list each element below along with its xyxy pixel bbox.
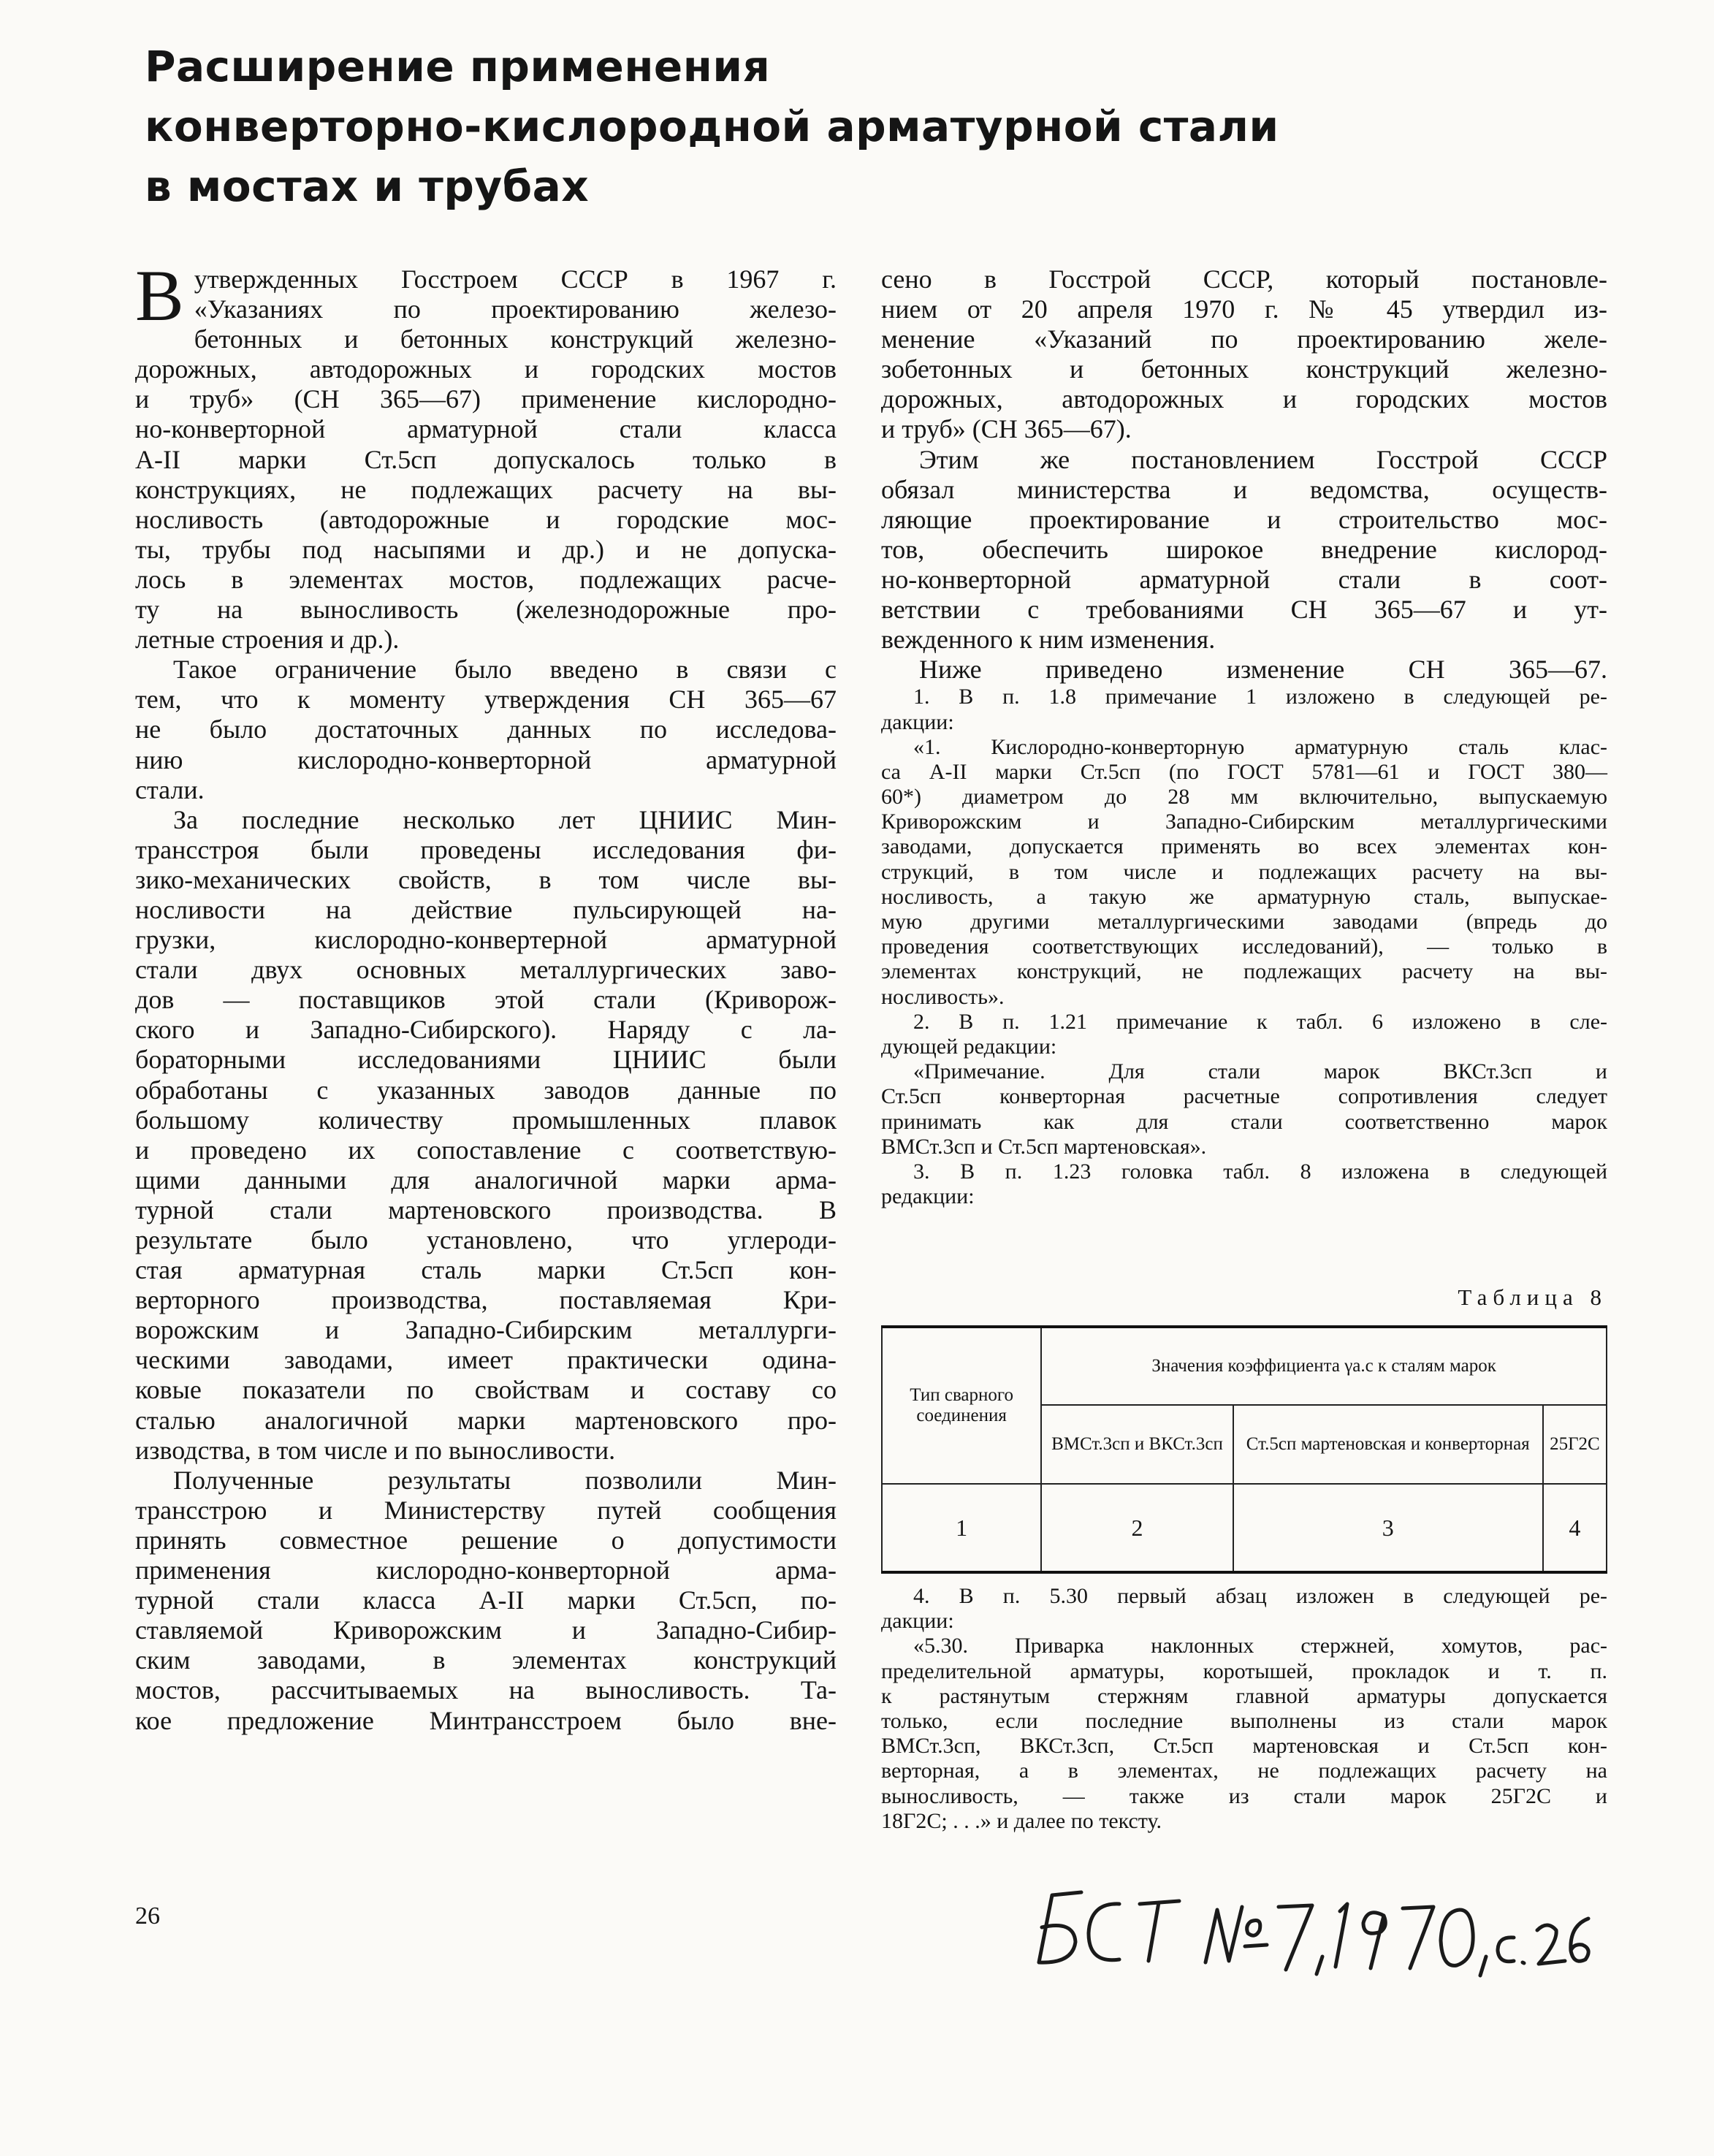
text-line: стали двух основных металлургических заво- [135,955,837,985]
text-line: Такое ограничение было введено в связи с [173,655,837,685]
table-8 [881,1325,1607,1574]
amendment-line: 3. В п. 1.23 головка табл. 8 изложена в следующей [913,1159,1607,1184]
amendment-line: редакции: [881,1184,975,1209]
text-line: ческими заводами, имеет практически одина- [135,1345,837,1375]
amendment-line: проведения соответствующих исследований), — только в [881,934,1607,959]
text-line: обязал министерства и ведомства, осуществ- [881,474,1607,504]
amendment-line: заводами, допускается применять во всех элементах кон- [881,834,1607,859]
text-line: стали. [135,774,205,804]
text-line: Полученные результаты позволили Мин- [173,1465,837,1495]
amendment-line: носливость, а такую же арматурную сталь, выпускае- [881,884,1607,909]
text-line: верторного производства, поставляемая Кри- [135,1285,837,1315]
text-line: турной стали мартеновского производства. В [135,1195,837,1224]
table-cell: 3 [1233,1484,1543,1572]
text-line: Ниже приведено изменение СН 365—67. [919,655,1607,685]
table-header-coefficient: Значения коэффициента γа.с к сталям марок [1041,1327,1607,1405]
text-line: но-конверторной арматурной стали в соот- [881,564,1607,594]
amendment-line: носливость». [881,984,1005,1009]
text-line: большому количеству промышленных плавок [135,1105,837,1135]
amendment-line: ВМСт.3сп, ВКСт.3сп, Ст.5сп мартеновская и Ст.5сп кон- [881,1734,1607,1759]
text-line: дорожных, автодорожных и городских мостов [881,384,1607,414]
amendment-line: ВМСт.3сп и Ст.5сп мартеновская». [881,1134,1207,1159]
article-title [145,37,1314,216]
text-line: и труб» (СН 365—67) применение кислородно- [135,384,837,414]
text-line: ляющие проектирование и строительство мос- [881,504,1607,534]
amendment-line: верторная, а в элементах, не подлежащих расчету на [881,1759,1607,1783]
text-line: менение «Указаний по проектированию желе- [881,324,1607,354]
table-header-joint-type: Тип сварного соединения [882,1327,1041,1484]
text-line: не было достаточных данных по исследова- [135,715,837,744]
amendment-line: пределительной арматуры, коротышей, прокладок и т. п. [881,1658,1607,1683]
text-line: трансстрою и Министерству путей сообщения [135,1495,837,1525]
handwritten-note [1010,1875,1594,1984]
text-line: лось в элементах мостов, подлежащих расче- [135,564,837,594]
text-line: ворожским и Западно-Сибирским металлурги- [135,1315,837,1345]
amendment-line: «1. Кислородно-конверторную арматурную сталь клас- [913,734,1607,759]
text-line: и труб» (СН 365—67). [881,414,1132,444]
text-line: но-конверторной арматурной стали класса [135,414,837,444]
paragraph-4 [135,1466,837,1736]
amendment-line: 2. В п. 1.21 примечание к табл. 6 изложено в сле- [913,1009,1607,1034]
text-line: ветствии с требованиями СН 365—67 и ут- [881,595,1607,625]
text-line: и проведено их сопоставление с соответствую- [135,1135,837,1165]
paragraph-6 [881,445,1607,655]
amendment-line: дакции: [881,1609,954,1634]
amendment-line: са А-II марки Ст.5сп (по ГОСТ 5781—61 и ГОСТ 380— [881,759,1607,784]
text-line: ским заводами, в элементах конструкций [135,1645,837,1675]
text-line: конструкциях, не подлежащих расчету на вы- [135,474,837,504]
text-line: сено в Госстрой СССР, который постановле- [881,264,1607,294]
text-line: стая арматурная сталь марки Ст.5сп кон- [135,1255,837,1285]
text-line: изводства, в том числе и по выносливости. [135,1435,616,1465]
right-column [881,264,1607,1209]
text-line: вежденного к ним изменения. [881,625,1216,655]
text-line: применения кислородно-конверторной арма- [135,1555,837,1585]
table-cell: 4 [1543,1484,1607,1572]
paragraph-5 [881,264,1607,445]
drop-cap: В [135,255,184,336]
left-column [135,255,837,1736]
text-line: А-II марки Ст.5сп допускалось только в [135,444,837,474]
text-line: зико-механических свойств, в том числе вы- [135,864,837,894]
text-line: носливости на действие пульсирующей на- [135,894,837,924]
table-subheader: ВМСт.3сп и ВКСт.3сп [1041,1405,1233,1484]
text-line: ты, трубы под насыпями и др.) и не допуска- [135,534,837,564]
amendment-line: 18Г2С; . . .» и далее по тексту. [881,1808,1162,1833]
paragraph-2 [135,655,837,804]
text-line: нием от 20 апреля 1970 г. № 45 утвердил из- [881,294,1607,324]
text-line: тем, что к моменту утверждения СН 365—67 [135,685,837,715]
text-line: утвержденных Госстроем СССР в 1967 г. [194,264,837,294]
text-line: мостов, рассчитываемых на выносливость. Та- [135,1675,837,1705]
amendment-line: струкций, в том числе и подлежащих расчету на вы- [881,859,1607,884]
title-line: конверторно-кислородной арматурной стали [145,102,1279,151]
amendment-line: элементах конструкций, не подлежащих расчету на вы- [881,959,1607,984]
text-line: дорожных, автодорожных и городских мостов [135,354,837,384]
amendment-line: «5.30. Приварка наклонных стержней, хомутов, рас- [913,1634,1607,1658]
text-line: кое предложение Минтрансстроем было вне- [135,1705,837,1735]
text-line: тов, обеспечить широкое внедрение кислород- [881,534,1607,564]
text-line: дов — поставщиков этой стали (Криворож- [135,985,837,1015]
text-line: результате было установлено, что углероди- [135,1225,837,1254]
text-line: бетонных и бетонных конструкций железно- [194,324,837,354]
amendment-line: Ст.5сп конверторная расчетные сопротивления следует [881,1084,1607,1109]
amendment-line: дующей редакции: [881,1034,1057,1059]
amendment-line: Криворожским и Западно-Сибирским металлургическими [881,810,1607,834]
amendment-line: «Примечание. Для стали марок ВКСт.3сп и [913,1059,1607,1084]
amendment-line: принимать как для стали соответственно марок [881,1109,1607,1134]
amendment-line: дакции: [881,709,954,734]
text-line: За последние несколько лет ЦНИИС Мин- [173,804,837,834]
text-line: трансстроя были проведены исследования фи- [135,834,837,864]
paragraph-3 [135,805,837,1466]
text-line: принять совместное решение о допустимости [135,1525,837,1555]
amendment-4 [881,1584,1607,1834]
table-cell: 1 [882,1484,1041,1572]
paragraph-1 [135,255,837,655]
table-subheader: 25Г2С [1543,1405,1607,1484]
amendment-line: только, если последние выполнены из стали марок [881,1708,1607,1733]
text-line: сталью аналогичной марки мартеновского про- [135,1405,837,1435]
text-line: летные строения и др.). [135,625,400,655]
text-line: «Указаниях по проектированию железо- [194,294,837,324]
amendment-line: 4. В п. 5.30 первый абзац изложен в следующей ре- [913,1584,1607,1608]
table-subheader: Ст.5сп мартеновская и конверторная [1233,1405,1543,1484]
text-line: бораторными исследованиями ЦНИИС были [135,1045,837,1075]
text-line: носливость (автодорожные и городские мос- [135,504,837,534]
amendment-line: мую другими металлургическими заводами (впредь до [881,910,1607,934]
text-line: ского и Западно-Сибирского). Наряду с ла- [135,1015,837,1045]
text-line: щими данными для аналогичной марки арма- [135,1165,837,1195]
text-line: турной стали класса А-II марки Ст.5сп, по- [135,1585,837,1615]
table-caption: Таблица 8 [1458,1284,1607,1310]
text-line: ковые показатели по свойствам и составу со [135,1375,837,1405]
text-line: грузки, кислородно-конвертерной арматурной [135,925,837,955]
table-cell: 2 [1041,1484,1233,1572]
title-line: в мостах и трубах [145,161,590,211]
amendment-line: 60*) диаметром до 28 мм включительно, выпускаемую [881,785,1607,810]
amendment-line: выносливость, — также из стали марок 25Г2С и [881,1783,1607,1808]
amendments [881,685,1607,1209]
text-line: Этим же постановлением Госстрой СССР [919,444,1607,474]
text-line: обработаны с указанных заводов данные по [135,1075,837,1105]
amendment-line: к растянутым стержням главной арматуры допускается [881,1683,1607,1708]
text-line: нию кислородно-конверторной арматурной [135,744,837,774]
text-line: ту на выносливость (железнодорожные про- [135,595,837,625]
amendment-line: 1. В п. 1.8 примечание 1 изложено в следующей ре- [913,685,1607,709]
title-line: Расширение применения [145,42,771,91]
text-line: ставляемой Криворожским и Западно-Сибир- [135,1615,837,1645]
page-number: 26 [135,1902,160,1930]
text-line: зобетонных и бетонных конструкций железно- [881,354,1607,384]
